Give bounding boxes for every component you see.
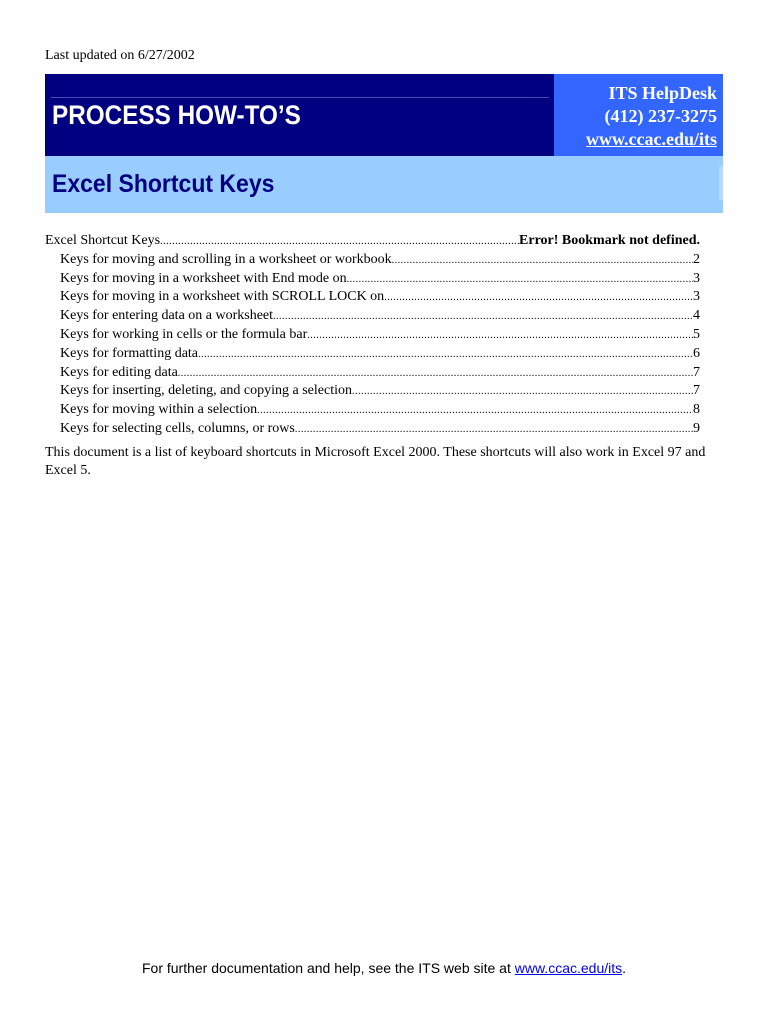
toc-entry-label: Keys for selecting cells, columns, or rows [60,420,295,436]
toc-entry-page: 4 [693,308,700,324]
toc-entry-label: Keys for moving in a worksheet with End mode on [60,270,347,286]
toc-entry-page: 3 [693,289,700,305]
toc-entry[interactable] [45,401,700,420]
toc-entry-label: Keys for moving in a worksheet with SCROLL LOCK on [60,289,385,305]
toc-entry-label: Keys for moving within a selection [60,402,258,418]
toc-entry[interactable] [45,307,700,326]
subtitle-bar [45,156,723,213]
toc-leader-dots [257,402,693,420]
toc-entry[interactable] [45,251,700,270]
toc-leader-dots [347,271,693,289]
helpdesk-url-link[interactable]: www.ccac.edu/its [586,129,717,149]
toc-entry-label: Keys for entering data on a worksheet [60,308,274,324]
toc-entry-page: 9 [693,420,700,436]
last-updated-date: Last updated on 6/27/2002 [45,48,195,63]
toc-entry-top[interactable] [45,232,700,251]
banner-title: PROCESS HOW-TO’S [52,100,301,130]
toc-entry-page: 3 [693,270,700,286]
toc-leader-dots [178,365,693,383]
toc-entry[interactable] [45,364,700,383]
helpdesk-name: ITS HelpDesk [608,83,717,103]
toc-entry[interactable] [45,288,700,307]
toc-leader-dots [384,289,693,307]
toc-entry[interactable] [45,382,700,401]
helpdesk-phone: (412) 237-3275 [604,106,717,126]
toc-leader-dots [160,233,519,251]
toc-entry-label: Keys for formatting data [60,345,199,361]
toc-entry-page: 5 [693,326,700,342]
toc-leader-dots [273,308,693,326]
toc-leader-dots [295,421,693,439]
process-banner [45,74,723,156]
toc-entry-page: 6 [693,345,700,361]
toc-entry-label: Keys for moving and scrolling in a worksheet or workbook [60,251,392,267]
toc-entry[interactable] [45,345,700,364]
helpdesk-box [554,74,723,156]
footer-text: For further documentation and help, see the ITS web site at [141,960,515,976]
footer-note [0,958,768,978]
toc-entry[interactable] [45,326,700,345]
intro-paragraph: This document is a list of keyboard shortcuts in Microsoft Excel 2000. These shortcuts will also work in Excel 97 and Excel 5. [45,445,706,478]
toc-entry-label: Excel Shortcut Keys [45,233,161,248]
toc-entry-page: 2 [693,251,700,267]
toc-entry-label: Keys for editing data [60,364,178,380]
subtitle-bar-accent [719,166,723,200]
footer-its-link[interactable]: www.ccac.edu/its [514,960,623,976]
toc-entry-label: Keys for inserting, deleting, and copying a selection [60,383,352,399]
toc-entry[interactable] [45,420,700,439]
toc-entry-page: 8 [693,402,700,418]
toc-entry-label: Keys for working in cells or the formula bar [60,326,308,342]
toc-entry-page: 7 [693,383,700,399]
toc-leader-dots [352,383,693,401]
footer-period: . [622,960,627,976]
toc-entry-error: Error! Bookmark not defined. [519,233,700,248]
toc-leader-dots [392,252,693,270]
toc-leader-dots [198,346,693,364]
toc-entry[interactable] [45,270,700,289]
table-of-contents [45,232,700,439]
toc-leader-dots [307,327,693,345]
document-title: Excel Shortcut Keys [52,170,275,198]
toc-entry-page: 7 [693,364,700,380]
